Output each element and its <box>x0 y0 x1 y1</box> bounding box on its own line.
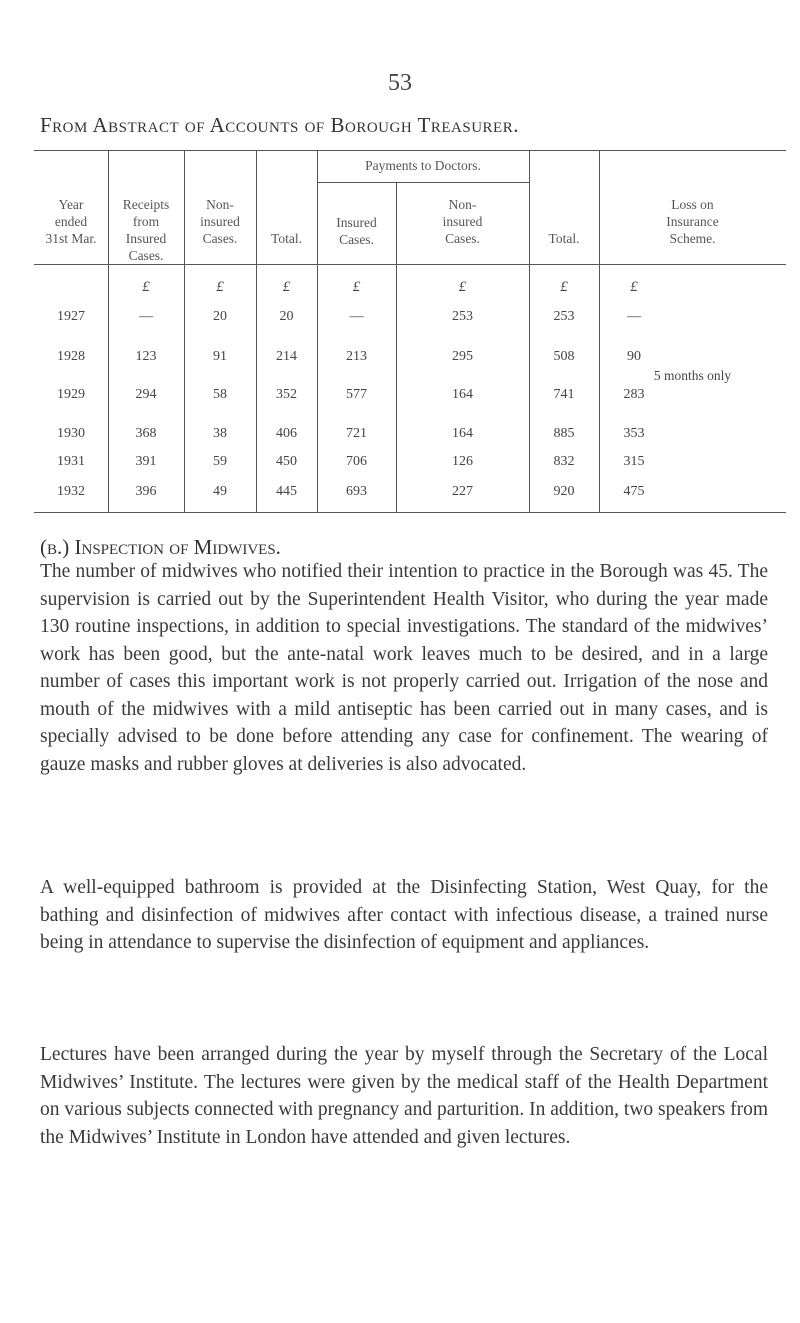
cell-receipts: 391 <box>135 454 157 469</box>
cell-receipts: 294 <box>135 387 157 402</box>
cell-pay-insured: — <box>349 309 364 324</box>
cell-pay-insured: 706 <box>346 454 367 469</box>
cell-pay-total: 253 <box>553 309 575 324</box>
cell-total: 20 <box>279 309 294 324</box>
header-total: Total. <box>271 231 302 246</box>
cell-pay-total: 508 <box>553 349 575 364</box>
header-non-insured: Non- insured Cases. <box>200 197 240 246</box>
header-year: Year ended 31st Mar. <box>45 197 97 246</box>
table-top-rule <box>34 150 786 151</box>
cell-non-insured: 59 <box>213 454 227 469</box>
cell-pay-non-insured: 253 <box>452 309 473 324</box>
table-header-rule <box>34 264 786 265</box>
cell-year: 1928 <box>57 349 85 364</box>
cell-loss: — <box>627 309 641 324</box>
header-loss: Loss on Insurance Scheme. <box>666 197 719 246</box>
cell-pay-total: 920 <box>553 484 575 499</box>
currency-symbol: £ <box>282 279 291 295</box>
cell-pay-non-insured: 295 <box>452 349 473 364</box>
paragraph-bathroom: A well-equipped bathroom is provided at the Disinfecting Station, West Quay, for the bathing and disinfection of midwives after contact with infectious disease, a trained nurse being in attendance to supervise the disinfection of equipment and appliances. <box>40 877 768 953</box>
cell-pay-non-insured: 164 <box>452 387 473 402</box>
paragraph-inspection: The number of midwives who notified their intention to practice in the Borough was 45. The supervision is carried out by the Superintendent Health Visitor, who during the year made 130 routine inspections, in addition to special investigations. The standard of the midwives’ work has been good, but the ante-natal work leaves much to be desired, and in a large number of cases this important work is not properly carried out. Irrigation of the nose and mouth of the midwives with a mild antiseptic has been carried out in many cases, and is specially advised to be done before attending any case for confinement. The wearing of gauze masks and rubber gloves at deliveries is also advocated. <box>40 561 768 775</box>
currency-symbol: £ <box>630 279 638 295</box>
header-payments-total: Total. <box>548 231 580 246</box>
paragraph-lectures: Lectures have been arranged during the year by myself through the Secretary of the Local Midwives’ Institute. The lectures were given by the medical staff of the Health Department on various subjects connected with pregnancy and parturition. In addition, two speakers from the Midwives’ Institute in London have attended and given lectures. <box>40 1044 768 1148</box>
cell-pay-insured: 577 <box>346 387 367 402</box>
cell-total: 214 <box>276 349 297 364</box>
cell-non-insured: 58 <box>213 387 227 402</box>
loss-note: 5 months only <box>653 368 732 383</box>
cell-pay-total: 885 <box>553 426 575 441</box>
cell-pay-total: 832 <box>553 454 575 469</box>
cell-pay-total: 741 <box>553 387 575 402</box>
cell-non-insured: 91 <box>213 349 227 364</box>
currency-symbol: £ <box>216 279 224 295</box>
cell-pay-insured: 693 <box>346 484 367 499</box>
cell-loss: 353 <box>623 426 645 441</box>
cell-year: 1932 <box>57 484 85 499</box>
cell-loss: 475 <box>623 484 645 499</box>
cell-total: 450 <box>276 454 297 469</box>
header-payments-non-insured: Non- insured Cases. <box>442 197 483 246</box>
header-payments-insured: Insured Cases. <box>336 215 377 247</box>
cell-year: 1930 <box>57 426 85 441</box>
cell-non-insured: 20 <box>213 309 227 324</box>
payments-group-rule <box>317 182 529 183</box>
section-heading: (b.) Inspection of Midwives. <box>40 535 281 559</box>
currency-symbol: £ <box>560 279 568 295</box>
cell-non-insured: 38 <box>213 426 227 441</box>
page-title: From Abstract of Accounts of Borough Treasurer. <box>40 113 519 137</box>
cell-loss: 315 <box>623 454 645 469</box>
cell-total: 445 <box>276 484 297 499</box>
cell-year: 1927 <box>57 309 85 324</box>
cell-total: 406 <box>276 426 297 441</box>
cell-receipts: — <box>139 309 153 324</box>
cell-pay-non-insured: 164 <box>452 426 473 441</box>
cell-non-insured: 49 <box>213 484 227 499</box>
cell-pay-insured: 213 <box>346 349 367 364</box>
currency-symbol: £ <box>142 279 150 295</box>
cell-year: 1931 <box>57 454 85 469</box>
cell-pay-non-insured: 227 <box>452 484 473 499</box>
header-receipts: Receipts from Insured Cases. <box>122 197 170 263</box>
currency-symbol: £ <box>352 279 361 295</box>
cell-receipts: 368 <box>135 426 157 441</box>
cell-loss: 90 <box>627 349 641 364</box>
header-payments-to-doctors: Payments to Doctors. <box>365 158 481 173</box>
currency-symbol: £ <box>458 279 467 295</box>
cell-total: 352 <box>276 387 297 402</box>
cell-receipts: 396 <box>135 484 157 499</box>
cell-receipts: 123 <box>135 349 157 364</box>
cell-year: 1929 <box>57 387 85 402</box>
cell-loss: 283 <box>623 387 645 402</box>
cell-pay-insured: 721 <box>346 426 367 441</box>
cell-pay-non-insured: 126 <box>452 454 473 469</box>
table-bottom-rule <box>34 512 786 513</box>
page-number: 53 <box>388 70 412 96</box>
